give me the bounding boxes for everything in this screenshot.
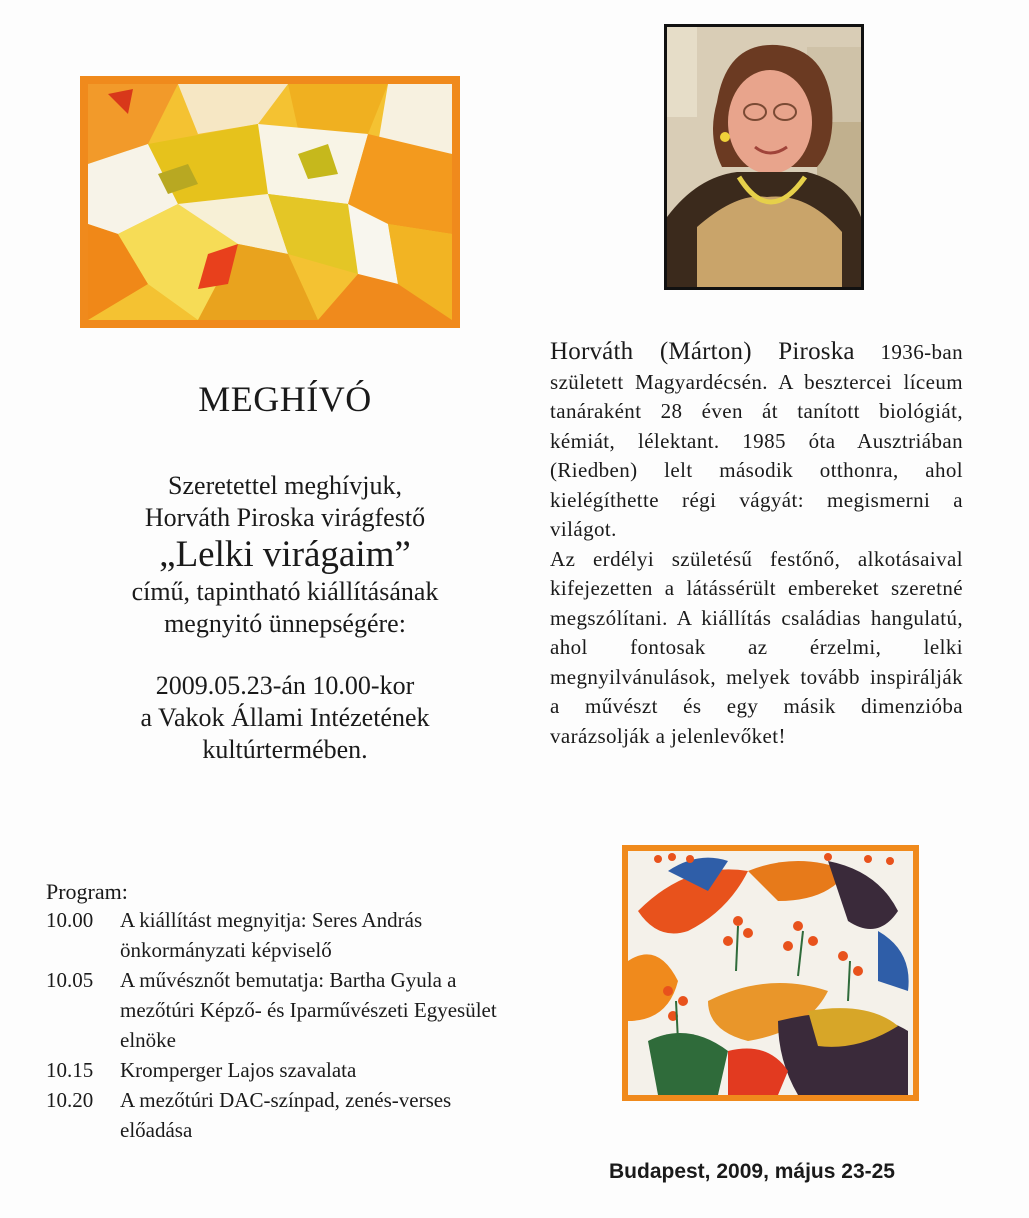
program-item (46, 1055, 506, 1085)
invitation-venue-line1: a Vakok Állami Intézetének (140, 703, 430, 732)
program-time: 10.00 (46, 908, 94, 932)
artist-portrait-photo (664, 24, 864, 290)
invitation-greeting: Szeretettel meghívjuk, (168, 471, 402, 500)
program-item (46, 965, 506, 1055)
invitation-artist-line: Horváth Piroska virágfestő (144, 503, 426, 532)
portrait-image (667, 27, 861, 287)
program-item (46, 905, 506, 965)
exhibition-title: „Lelki virágaim” (159, 534, 411, 575)
program-time: 10.20 (46, 1088, 94, 1112)
painting-flowers-image (628, 851, 913, 1095)
place-and-date: Budapest, 2009, május 23-25 (609, 1160, 895, 1183)
invitation-title: MEGHÍVÓ (198, 379, 372, 419)
program-title: Program: (46, 879, 128, 904)
painting-yellow-image (88, 84, 452, 320)
invitation-block (40, 370, 530, 766)
program-time: 10.15 (46, 1058, 94, 1082)
flower-painting (622, 845, 919, 1101)
bio-text-1: 1936-ban született Magyardécsén. A besztercei líceum tanáraként 28 éven át tanított biológiát, kémiát, lélektant. 1985 óta Ausztriában (Riedben) lelt második otthonra, ahol kielégíthette régi vágyát: megismerni a világot. (550, 340, 964, 541)
program-text: A kiállítást megnyitja: Seres András önkormányzati képviselő (120, 908, 423, 962)
program-item (46, 1085, 506, 1145)
invitation-opening-line: megnyitó ünnepségére: (164, 609, 406, 638)
program-text: Kromperger Lajos szavalata (120, 1058, 357, 1082)
invitation-datetime: 2009.05.23-án 10.00-kor (155, 671, 415, 700)
bio-paragraph-2: Az erdélyi születésű festőnő, alkotásaival kifejezetten a látássérült embereket szeretné megszólítani. A kiállítás családias hangulatú, ahol fontosak az érzelmi, lelki megnyilvánulások, melyek tovább inspirálják a művészt és egy másik dimenzióba varázsolják a jelenlevőket! (550, 546, 963, 748)
program-text: A mezőtúri DAC-színpad, zenés-verses előadása (120, 1088, 452, 1142)
program-list (46, 879, 506, 1145)
artist-name: Horváth (Márton) Piroska (550, 338, 855, 365)
invitation-venue-line2: kultúrtermében. (202, 735, 368, 764)
invitation-exhibition-line: című, tapintható kiállításának (131, 577, 439, 606)
program-time: 10.05 (46, 968, 94, 992)
artist-biography (550, 337, 963, 751)
abstract-painting-yellow (80, 76, 460, 328)
program-text: A művésznőt bemutatja: Bartha Gyula a mezőtúri Képző- és Iparművészeti Egyesület elnöke (120, 968, 497, 1052)
bio-paragraph-1 (550, 337, 963, 545)
